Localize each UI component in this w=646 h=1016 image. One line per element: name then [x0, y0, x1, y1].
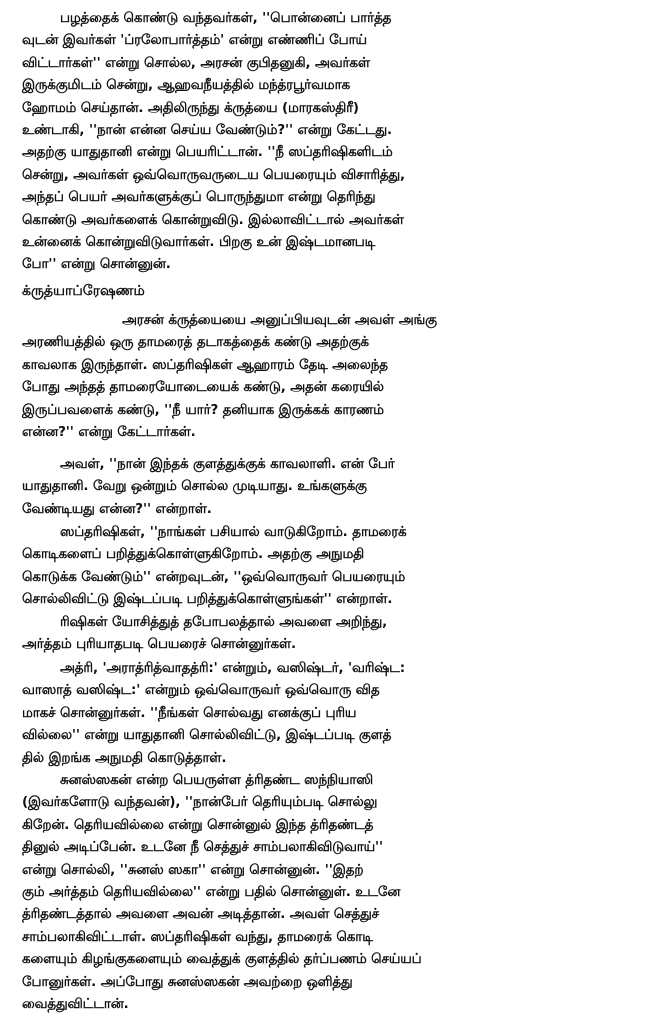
paragraph-2: அரசன் க்ருத்யையை அனுப்பியவுடன் அவள் அங்கு அரணியத்தில் ஒரு தாமரைத் தடாகத்தைக் கண்டு அதற்குக் காவலாக இருந்தாள். ஸப்தரிஷிகள் ஆஹாரம் தேடி அலைந்த போது அந்தத் தாமரையோடையைக் கண்டு, அதன் கரையில் இருப்பவளைக் கண்டு, ''நீ யார்? தனியாக இருக்கக் காரணம் என்ன?'' என்று கேட்டார்கள். [22, 313, 437, 441]
paragraph-3: அவள், ''நான் இந்தக் குளத்துக்குக் காவலாளி. என் பேர் யாதுதானி. வேறு ஒன்றும் சொல்ல முடியாது. உங்களுக்கு வேண்டியது என்ன?'' என்றாள். [22, 457, 395, 517]
paragraph-1: பழத்தைக் கொண்டு வந்தவர்கள், ''பொன்னைப் பார்த்த வுடன் இவர்கள் 'ப்ரலோபார்த்தம்' என்று எண்ணிப் போய் விட்டார்கள்'' என்று சொல்ல, அரசன் குபிதனுகி, அவர்கள் இருக்குமிடம் சென்று, ஆஹவநீயத்தில் மந்த்ரபூர்வமாக ஹோமம் செய்தான். அதிலிருந்து க்ருத்யை (மாரகஸ்திரீ) உண்டாகி, ''நான் என்ன செய்ய வேண்டும்?'' என்று கேட்டது. அதற்கு யாதுதானி என்று பெயரிட்டான். ''நீ ஸப்தரிஷிகளிடம் சென்று, அவர்கள் ஒவ்வொருவருடைய பெயரையும் விசாரித்து, அந்தப் பெயர் அவர்களுக்குப் பொருந்துமா என்று தெரிந்து கொண்டு அவர்களைக் கொன்றுவிடு. இல்லாவிட்டால் அவர்கள் உன்னைக் கொன்றுவிடுவார்கள். பிறகு உன் இஷ்டமானபடி போ'' என்று சொன்னுன். [22, 11, 406, 273]
paragraph-6: அத்ரி, 'அராத்ரித்வாதத்ரி:' என்றும், வஸிஷ்டர், 'வரிஷ்ட: வாஸாத் வஸிஷ்ட:' என்றும் ஒவ்வொருவர் ஒவ்வொரு வித மாகச் சொன்னுர்கள். ''நீங்கள் சொல்வது எனக்குப் புரிய வில்லை'' என்று யாதுதானி சொல்லிவிட்டு, இஷ்டப்படி குளத் தில் இறங்க அநுமதி கொடுத்தாள். [22, 661, 405, 766]
paragraph-7: சுனஸ்ஸகன் என்ற பெயருள்ள த்ரிதண்ட ஸந்நியாஸி (இவர்களோடு வந்தவன்), ''நான்பேர் தெரியும்படி சொல்லு கிறேன். தெரியவில்லை என்று சொன்னுல் இந்த த்ரிதண்டத் தினுல் அடிப்பேன். உடனே நீ செத்துச் சாம்பலாகிவிடுவாய்'' என்று சொல்லி, ''சுனஸ் ஸகா'' என்று சொன்னுன். ''இதற் கும் அர்த்தம் தெரியவில்லை'' என்று பதில் சொன்னுள். உடனே த்ரிதண்டத்தால் அவளை அவன் அடித்தான். அவள் செத்துச் சாம்பலாகிவிட்டாள். ஸப்தரிஷிகள் வந்து, தாமரைக் கொடி களையும் கிழங்குகளையும் வைத்துக் குளத்தில் தர்ப்பணம் செய்யப் போனுர்கள். அப்போது சுனஸ்ஸகன் அவற்றை ஒளித்து வைத்துவிட்டான். [22, 773, 422, 1013]
book-page [22, 8, 630, 1013]
paragraph-4: ஸப்தரிஷிகள், ''நாங்கள் பசியால் வாடுகிறோம். தாமரைக் கொடிகளைப் பறித்துக்கொள்ளுகிறோம். அதற்கு அநுமதி கொடுக்க வேண்டும்'' என்றவுடன், ''ஒவ்வொருவர் பெயரையும் சொல்லிவிட்டு இஷ்டப்படி பறித்துக்கொள்ளுங்கள்'' என்றாள். [22, 525, 407, 608]
section-heading: க்ருத்யாப்ரேஷணம் [22, 283, 145, 299]
paragraph-5: ரிஷிகள் யோசித்துத் தபோபலத்தால் அவளை அறிந்து, அர்த்தம் புரியாதபடி பெயரைச் சொன்னுர்கள். [22, 615, 388, 653]
